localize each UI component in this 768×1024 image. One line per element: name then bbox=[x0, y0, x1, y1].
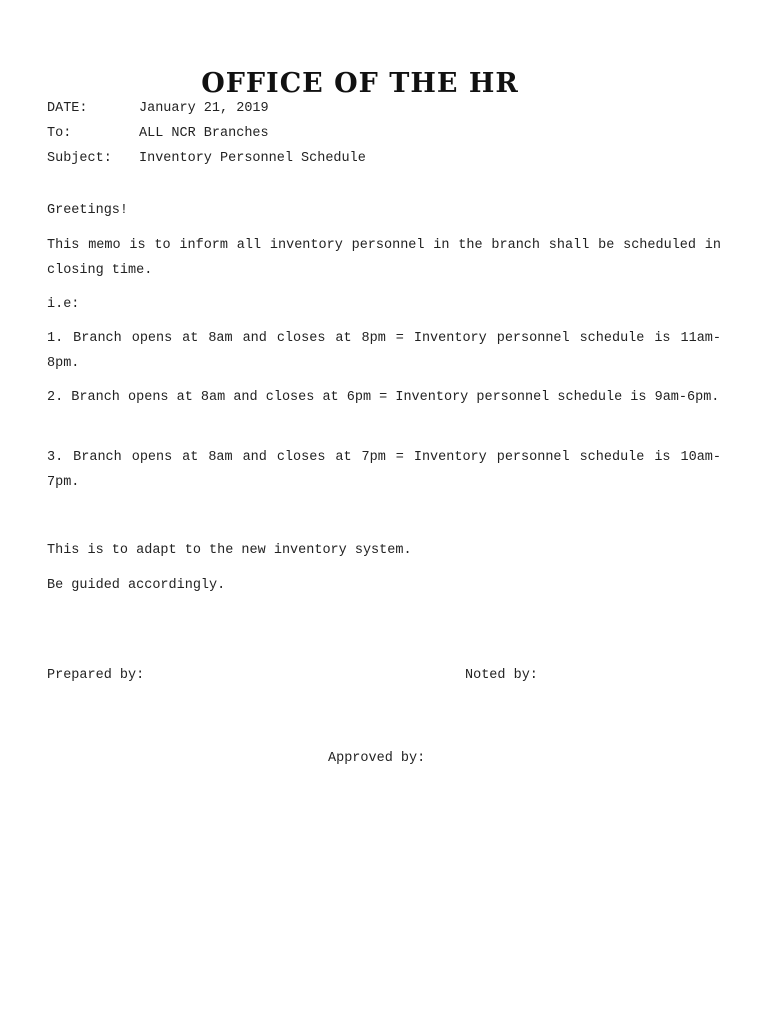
approved-by-label: Approved by: bbox=[328, 751, 426, 766]
greeting: Greetings! bbox=[47, 203, 129, 218]
subject-label: Subject: bbox=[47, 151, 112, 166]
subject-row bbox=[47, 146, 366, 171]
memo-header bbox=[47, 96, 366, 171]
memo-title: OFFICE OF THE HR bbox=[201, 68, 519, 99]
schedule-item-1: 1. Branch opens at 8am and closes at 8pm = Inventory personnel schedule is 11am-8pm. bbox=[47, 331, 721, 371]
closing-line-2: Be guided accordingly. bbox=[47, 578, 226, 593]
to-row bbox=[47, 121, 366, 146]
to-label: To: bbox=[47, 126, 72, 141]
noted-by-label: Noted by: bbox=[465, 668, 538, 683]
date-value: January 21, 2019 bbox=[139, 101, 269, 116]
ie-label: i.e: bbox=[47, 297, 80, 312]
schedule-item-2: 2. Branch opens at 8am and closes at 6pm = Inventory personnel schedule is 9am-6pm. bbox=[47, 390, 720, 405]
date-row bbox=[47, 96, 366, 121]
closing-line-1: This is to adapt to the new inventory system. bbox=[47, 543, 412, 558]
to-value: ALL NCR Branches bbox=[139, 126, 269, 141]
date-label: DATE: bbox=[47, 101, 88, 116]
subject-value: Inventory Personnel Schedule bbox=[139, 151, 366, 166]
prepared-by-label: Prepared by: bbox=[47, 668, 145, 683]
intro-paragraph: This memo is to inform all inventory personnel in the branch shall be scheduled in closing time. bbox=[47, 238, 721, 278]
schedule-item-3: 3. Branch opens at 8am and closes at 7pm = Inventory personnel schedule is 10am-7pm. bbox=[47, 450, 721, 490]
